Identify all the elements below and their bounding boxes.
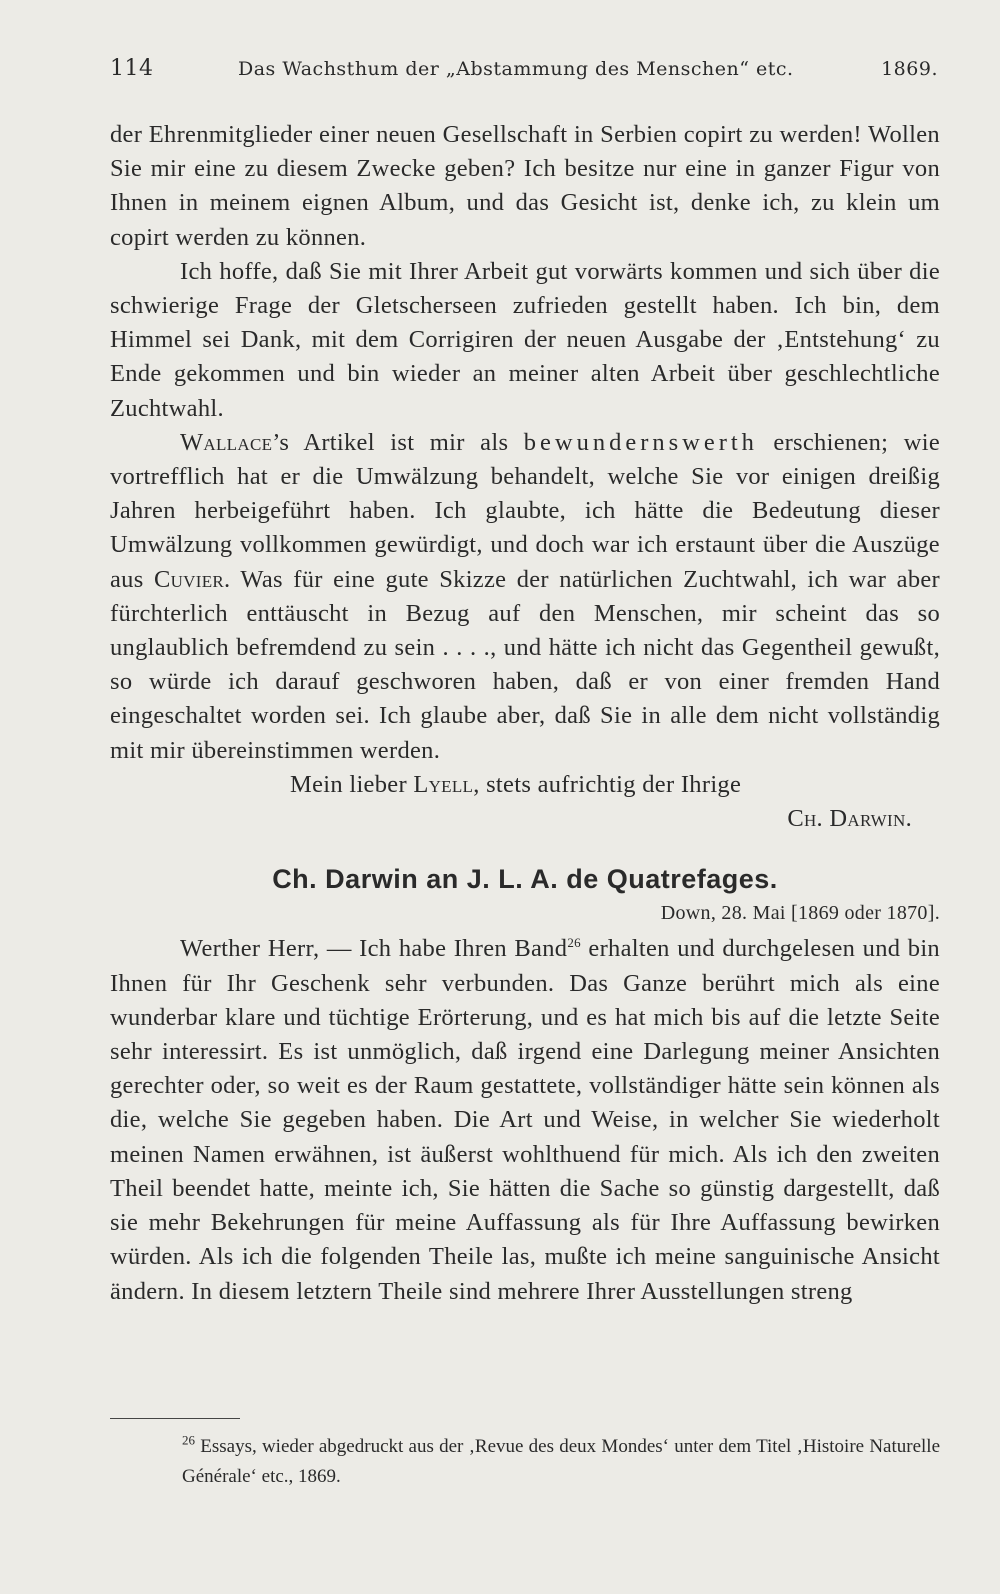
paragraph: der Ehrenmitglieder einer neuen Gesellschaft in Serbien copirt zu werden! Wollen Sie mir eine zu diesem Zwecke geben? Ich besitze nur eine in ganzer Figur von Ihnen in meinem eignen Album, und das Gesicht ist, denke ich, zu klein um copirt werden zu können. <box>110 121 940 251</box>
footnote-marker: 26 <box>182 1432 195 1448</box>
page-number: 114 <box>110 56 154 81</box>
text-run: , stets aufrichtig der Ihrige <box>473 770 742 798</box>
letter-closing <box>290 768 940 802</box>
footnote <box>110 1432 940 1492</box>
running-title: Das Wachsthum der „Abstammung des Menschen“ etc. <box>238 58 794 80</box>
text-run: . Was für eine gute Skizze der natürlichen Zuchtwahl, ich war aber fürchterlich enttäuscht in Bezug auf den Menschen, mir scheint das so unglaublich befremdend zu sein . . . ., und hätte ich nicht das Gegentheil gewußt, so würde ich darauf geschworen haben, daß er von einer fremden Hand eingeschaltet worden sei. Ich glaube aber, daß Sie in alle dem nicht vollständig mit mir übereinstimmen werden. <box>110 565 940 764</box>
paragraph <box>110 932 940 1308</box>
footnote-reference: 26 <box>567 935 581 951</box>
text-run: erschienen; wie vortrefflich hat er die Umwälzung behandelt, welche Sie vor einigen dreißig Jahren herbeigeführt haben. Ich glaubte, ich hätte die Bedeutung dieser Umwälzung vollkommen gewürdigt, und doch war ich erstaunt über die Auszüge aus <box>110 428 940 593</box>
text-run: ’s Artikel ist mir als <box>272 428 524 456</box>
text-run: Werther Herr, — Ich habe Ihren Band <box>180 935 568 963</box>
paragraph: Ich hoffe, daß Sie mit Ihrer Arbeit gut vorwärts kommen und sich über die schwierige Frage der Gletscherseen zufrieden gestellt haben. Ich bin, dem Himmel sei Dank, mit dem Corrigiren der neuen Ausgabe der ‚Entstehung‘ zu Ende gekommen und bin wieder an meiner alten Arbeit über geschlechtliche Zuchtwahl. <box>110 257 940 422</box>
letter-heading: Ch. Darwin an J. L. A. de Quatrefages. <box>272 864 778 895</box>
page-header <box>110 56 940 90</box>
footnote-text: Essays, wieder abgedruckt aus der ‚Revue des deux Mondes‘ unter dem Titel ‚Histoire Naturelle Générale‘ etc., 1869. <box>182 1436 940 1487</box>
header-year: 1869. <box>881 58 938 80</box>
footnote-divider <box>110 1418 240 1419</box>
person-name: Lyell <box>413 770 474 798</box>
text-run: erhalten und durchgelesen und bin Ihnen für Ihr Geschenk sehr verbunden. Das Ganze berührt mich als eine wunderbar klare und tüchtige Erörterung, und es hat mich bis auf die letzte Seite sehr interessirt. Es ist unmöglich, daß irgend eine Darlegung meiner Ansichten gerechter oder, so weit es der Raum gestattete, vollständiger hätte sein können als die, welche Sie gegeben haben. Die Art und Weise, in welcher Sie wiederholt meinen Namen erwähnen, ist äußerst wohlthuend für mich. Als ich den zweiten Theil beendet hatte, meinte ich, Sie hätten die Sache so günstig dargestellt, daß sie mehr Bekehrungen für meine Auffassung als für Ihre Auffassung bewirken würden. Als ich die folgenden Theile las, mußte ich meine sanguinische Ansicht ändern. In diesem letztern Theile sind mehrere Ihrer Ausstellungen streng <box>110 935 940 1305</box>
letter-dateline: Down, 28. Mai [1869 oder 1870]. <box>660 902 940 925</box>
person-name: Wallace <box>180 428 273 456</box>
text-run: Mein lieber <box>290 770 414 798</box>
paragraph <box>110 426 940 768</box>
signature: Ch. Darwin. <box>787 805 912 833</box>
spaced-emphasis: bewundernswerth <box>523 428 758 456</box>
person-name: Cuvier <box>153 565 225 593</box>
page-body <box>110 118 940 1309</box>
